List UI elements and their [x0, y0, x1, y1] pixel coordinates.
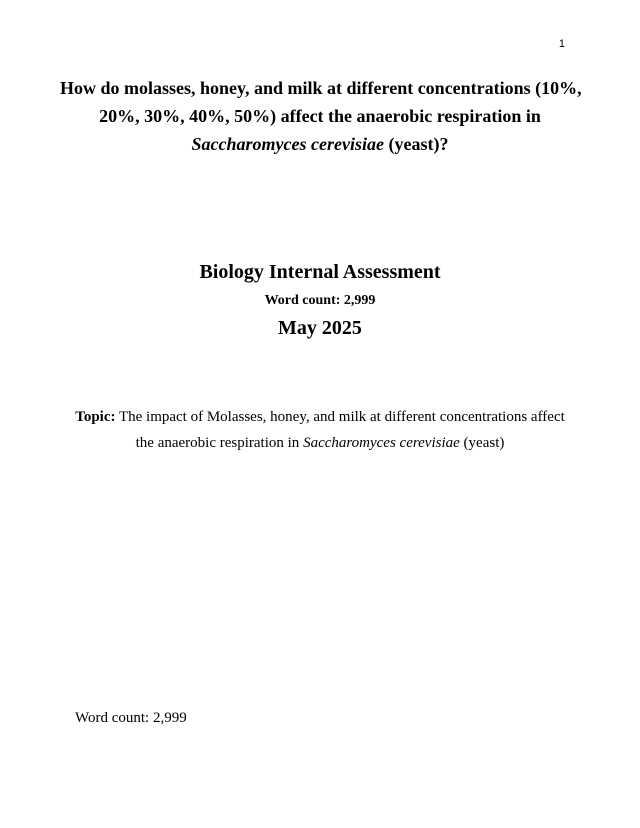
title-block	[60, 258, 580, 342]
research-question	[60, 74, 580, 158]
topic-line-1-text: The impact of Molasses, honey, and milk at different concentrations affect	[115, 409, 565, 425]
topic-line-2-prefix: the anaerobic respiration in	[135, 435, 304, 451]
topic-line-2	[60, 430, 580, 456]
research-question-line-1: How do molasses, honey, and milk at different concentrations (10%,	[60, 78, 582, 98]
submission-date: May 2025	[278, 317, 362, 339]
footer-word-count: Word count: 2,999	[75, 710, 187, 726]
topic-species-name: Saccharomyces cerevisiae	[303, 435, 460, 451]
word-count-header: Word count: 2,999	[264, 293, 376, 308]
page-number: 1	[558, 38, 565, 50]
research-question-line-3	[60, 130, 580, 158]
assessment-title: Biology Internal Assessment	[199, 261, 441, 283]
research-question-line-3-rest: (yeast)?	[383, 134, 449, 154]
topic-line-2-suffix: (yeast)	[459, 435, 505, 451]
research-question-line-2: 20%, 30%, 40%, 50%) affect the anaerobic respiration in	[99, 106, 541, 126]
species-name: Saccharomyces cerevisiae	[191, 134, 384, 154]
topic-label: Topic:	[75, 409, 116, 425]
topic	[60, 404, 580, 456]
topic-line-1	[60, 404, 580, 430]
